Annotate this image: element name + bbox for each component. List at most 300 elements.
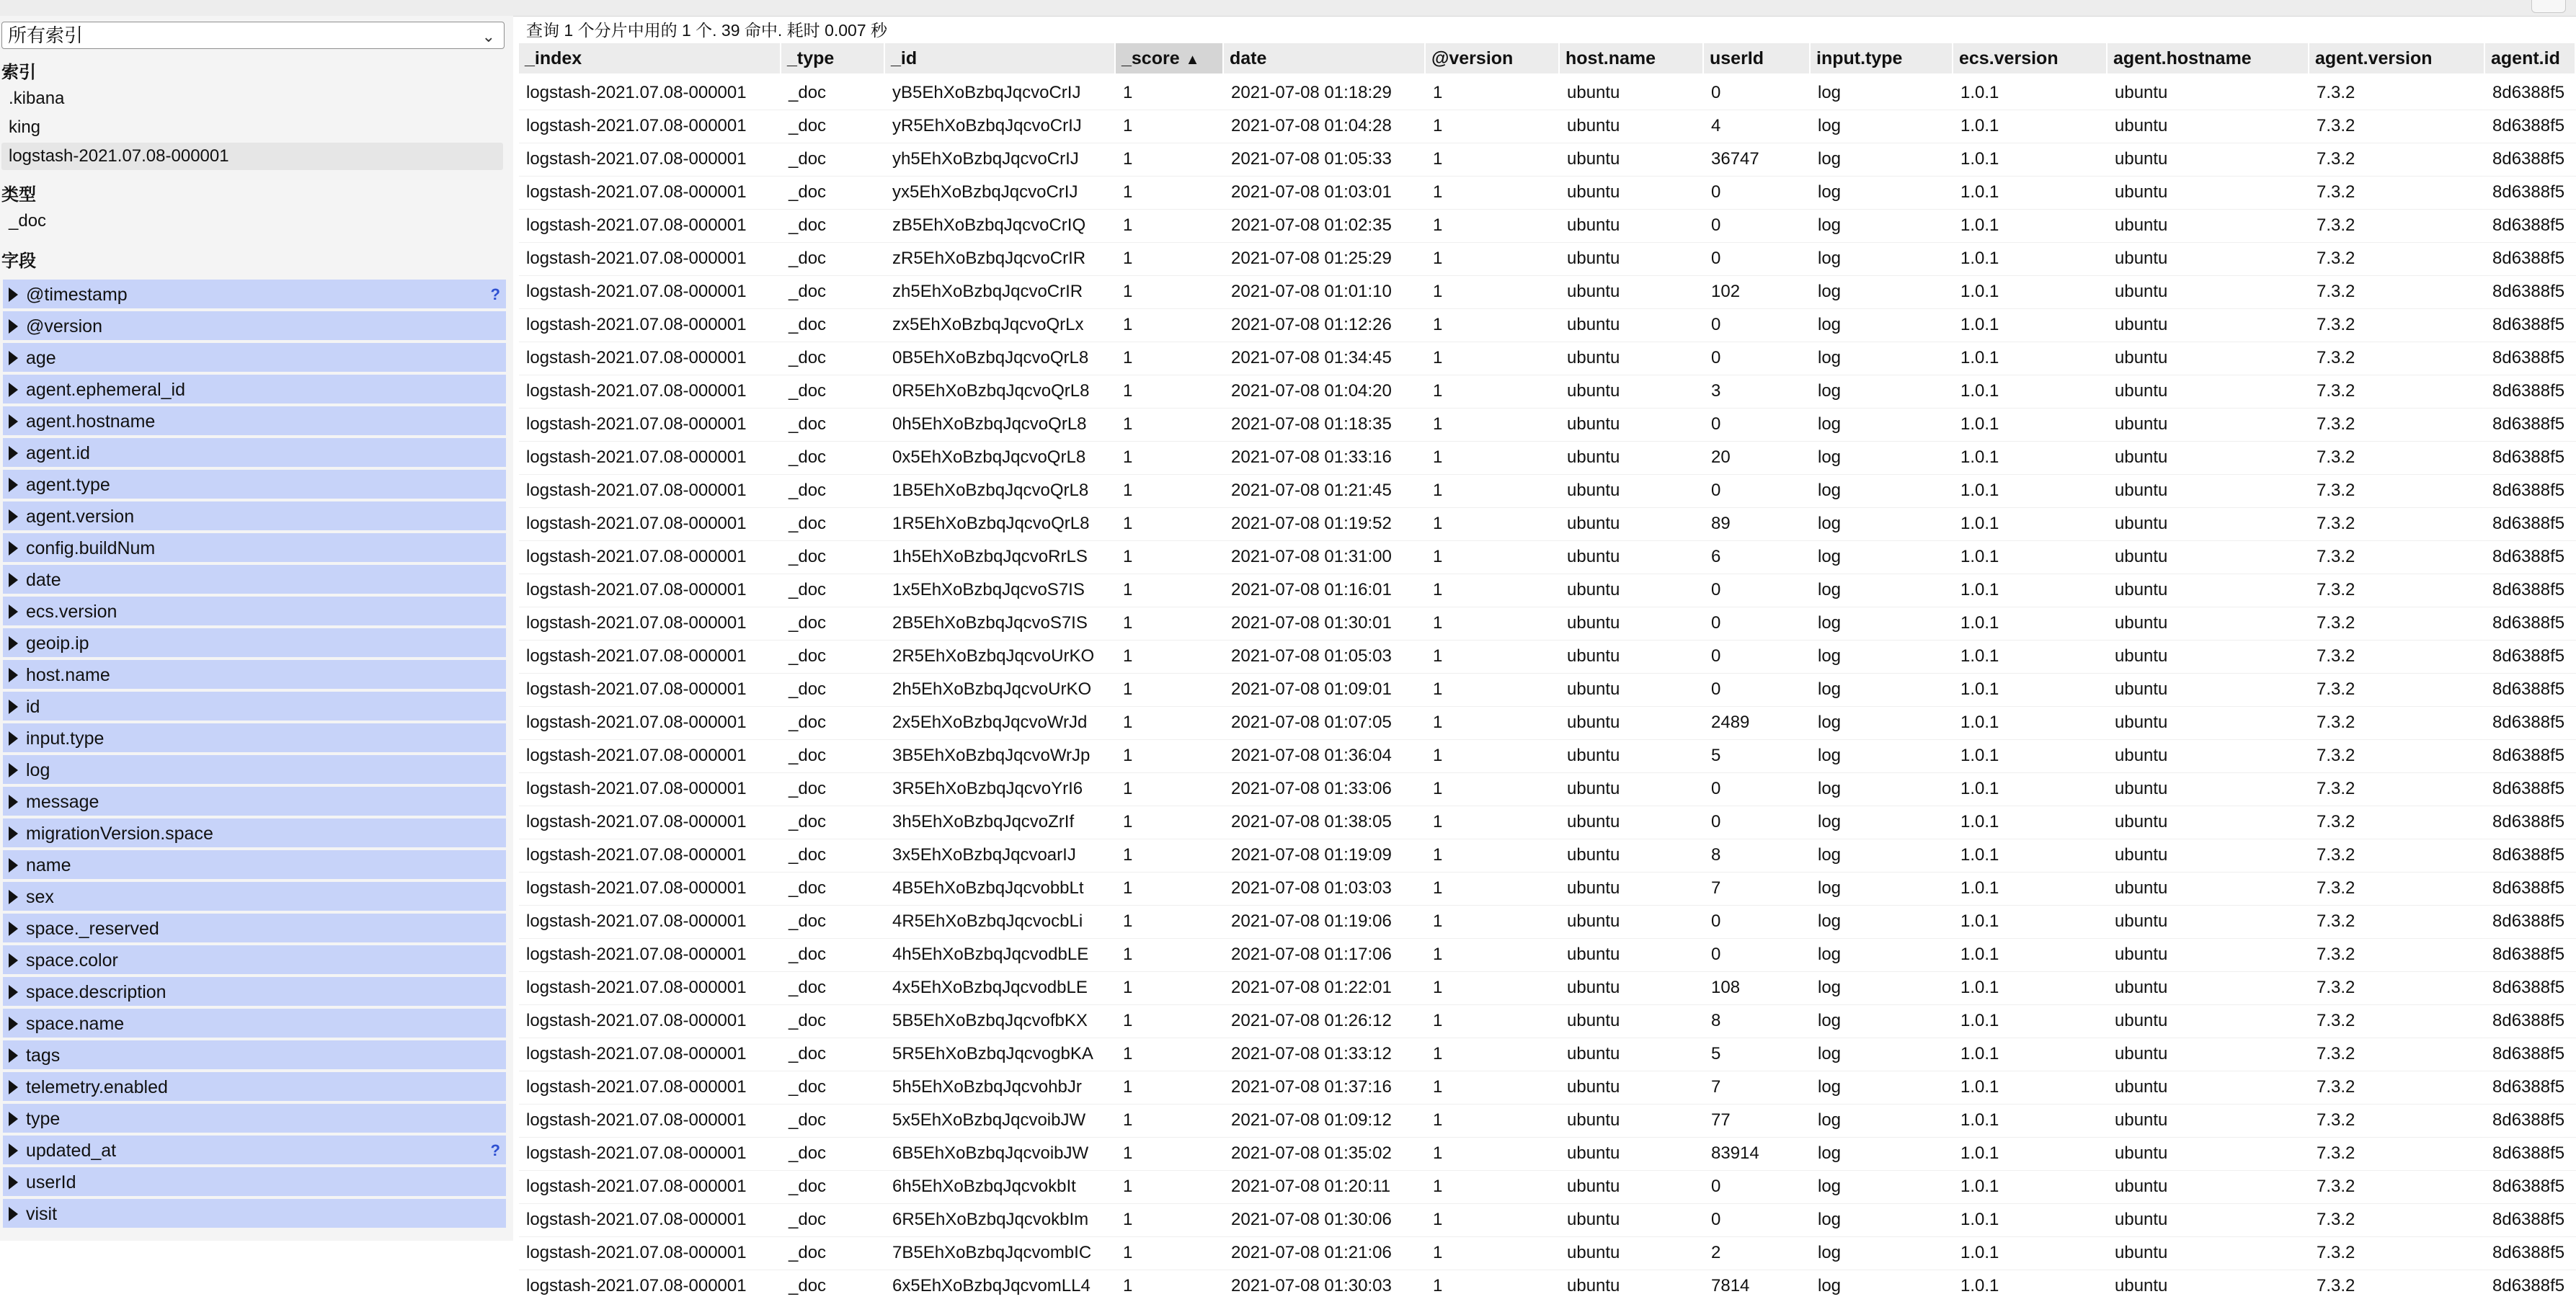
table-row[interactable] — [519, 739, 2576, 773]
table-row[interactable] — [519, 574, 2576, 607]
table-cell: 1 — [1433, 282, 1443, 301]
table-cell: 8d6388f5 — [2492, 547, 2565, 566]
table-cell: 0h5EhXoBzbqJqcvoQrL8 — [892, 414, 1087, 434]
table-cell: 1 — [1433, 182, 1443, 202]
index-item-logstash[interactable]: logstash-2021.07.08-000001 — [1, 143, 503, 170]
column-header[interactable] — [781, 43, 885, 73]
table-cell: 1 — [1433, 1011, 1443, 1030]
table-row[interactable] — [519, 441, 2576, 475]
table-cell: 1R5EhXoBzbqJqcvoQrL8 — [892, 514, 1090, 533]
table-row[interactable] — [519, 308, 2576, 342]
table-row[interactable] — [519, 640, 2576, 674]
table-cell: logstash-2021.07.08-000001 — [526, 646, 747, 666]
table-row[interactable] — [519, 673, 2576, 707]
table-cell: 1.0.1 — [1960, 812, 1999, 831]
field-item[interactable] — [3, 280, 506, 310]
field-item[interactable] — [3, 597, 506, 627]
expand-triangle-icon[interactable] — [9, 1080, 18, 1094]
table-cell: ubuntu — [2115, 1243, 2168, 1262]
field-label: ecs.version — [26, 602, 117, 622]
table-cell: ubuntu — [2115, 182, 2168, 202]
index-select[interactable] — [1, 22, 505, 49]
table-row[interactable] — [519, 1203, 2576, 1237]
table-cell: 1 — [1433, 1210, 1443, 1229]
field-item[interactable] — [3, 533, 506, 563]
table-cell: 1 — [1123, 282, 1133, 301]
table-cell: 1 — [1433, 779, 1443, 798]
table-row[interactable] — [519, 1004, 2576, 1038]
table-cell: logstash-2021.07.08-000001 — [526, 1110, 747, 1130]
table-cell: ubuntu — [2115, 978, 2168, 997]
field-item[interactable] — [3, 723, 506, 754]
table-row[interactable] — [519, 1104, 2576, 1138]
table-cell: ubuntu — [1567, 348, 1620, 367]
table-cell: ubuntu — [1567, 83, 1620, 102]
table-cell: logstash-2021.07.08-000001 — [526, 812, 747, 831]
table-row[interactable] — [519, 1236, 2576, 1270]
table-row[interactable] — [519, 242, 2576, 276]
field-item[interactable] — [3, 1072, 506, 1102]
expand-triangle-icon[interactable] — [9, 446, 18, 460]
column-header[interactable] — [519, 43, 781, 73]
table-cell: logstash-2021.07.08-000001 — [526, 481, 747, 500]
expand-triangle-icon[interactable] — [9, 731, 18, 746]
table-cell: 2021-07-08 01:22:01 — [1231, 978, 1392, 997]
expand-triangle-icon[interactable] — [9, 922, 18, 936]
table-cell: _doc — [789, 1210, 827, 1229]
table-cell: 7 — [1711, 1077, 1721, 1097]
table-cell: _doc — [789, 381, 827, 401]
table-cell: 7814 — [1711, 1276, 1750, 1295]
expand-triangle-icon[interactable] — [9, 1175, 18, 1190]
expand-triangle-icon[interactable] — [9, 1143, 18, 1158]
table-cell: log — [1818, 1177, 1842, 1196]
field-label: space.description — [26, 982, 166, 1002]
expand-triangle-icon[interactable] — [9, 985, 18, 999]
table-cell: 7.3.2 — [2317, 679, 2355, 699]
table-cell: 2021-07-08 01:30:01 — [1231, 613, 1392, 633]
field-item[interactable] — [3, 692, 506, 722]
table-row[interactable] — [519, 507, 2576, 541]
table-cell: _doc — [789, 646, 827, 666]
expand-triangle-icon[interactable] — [9, 1207, 18, 1221]
table-cell: 7.3.2 — [2317, 746, 2355, 765]
table-cell: _doc — [789, 978, 827, 997]
table-cell: 7.3.2 — [2317, 83, 2355, 102]
field-item[interactable] — [3, 882, 506, 912]
table-cell: 1 — [1123, 580, 1133, 599]
window-corner-button[interactable] — [2531, 0, 2566, 13]
field-label: space._reserved — [26, 919, 159, 939]
field-label: updated_at — [26, 1141, 117, 1161]
table-cell: logstash-2021.07.08-000001 — [526, 182, 747, 202]
table-cell: 1 — [1123, 1011, 1133, 1030]
column-header[interactable] — [885, 43, 1116, 73]
table-cell: logstash-2021.07.08-000001 — [526, 580, 747, 599]
column-header-label: date — [1230, 48, 1267, 68]
field-item[interactable] — [3, 787, 506, 817]
table-cell: 1.0.1 — [1960, 679, 1999, 699]
table-cell: 7.3.2 — [2317, 381, 2355, 401]
table-row[interactable] — [519, 209, 2576, 243]
table-cell: _doc — [789, 414, 827, 434]
table-cell: 1 — [1123, 348, 1133, 367]
column-header-label: agent.id — [2491, 48, 2560, 68]
table-cell: ubuntu — [1567, 514, 1620, 533]
field-item[interactable] — [3, 1167, 506, 1197]
column-header[interactable] — [1704, 43, 1811, 73]
table-cell: 0 — [1711, 1177, 1721, 1196]
table-cell: 2021-07-08 01:05:03 — [1231, 646, 1392, 666]
table-cell: 8d6388f5 — [2492, 945, 2565, 964]
table-cell: ubuntu — [2115, 1210, 2168, 1229]
index-item-kibana[interactable]: .kibana — [9, 89, 65, 108]
table-cell: 1.0.1 — [1960, 315, 1999, 334]
table-cell: ubuntu — [1567, 1044, 1620, 1063]
expand-triangle-icon[interactable] — [9, 636, 18, 651]
table-cell: 2021-07-08 01:34:45 — [1231, 348, 1392, 367]
column-header-label: agent.version — [2315, 48, 2433, 68]
expand-triangle-icon[interactable] — [9, 351, 18, 365]
column-header[interactable] — [1224, 43, 1426, 73]
table-cell: 1 — [1123, 1210, 1133, 1229]
table-cell: 1 — [1123, 116, 1133, 135]
table-cell: 102 — [1711, 282, 1741, 301]
table-cell: 1.0.1 — [1960, 514, 1999, 533]
table-cell: 1.0.1 — [1960, 447, 1999, 467]
table-cell: 7.3.2 — [2317, 911, 2355, 931]
table-cell: 2021-07-08 01:36:04 — [1231, 746, 1392, 765]
table-cell: 1 — [1433, 514, 1443, 533]
table-cell: 0 — [1711, 215, 1721, 235]
table-cell: 7.3.2 — [2317, 845, 2355, 865]
column-header[interactable] — [2108, 43, 2309, 73]
table-cell: 1 — [1433, 1077, 1443, 1097]
table-cell: log — [1818, 447, 1842, 467]
table-cell: 1 — [1123, 249, 1133, 268]
table-cell: 8d6388f5 — [2492, 580, 2565, 599]
table-cell: 7.3.2 — [2317, 149, 2355, 169]
field-item[interactable] — [3, 565, 506, 595]
table-row[interactable] — [519, 772, 2576, 806]
table-cell: 8d6388f5 — [2492, 182, 2565, 202]
column-header[interactable] — [2309, 43, 2485, 73]
table-row[interactable] — [519, 1137, 2576, 1171]
table-cell: _doc — [789, 282, 827, 301]
table-row[interactable] — [519, 971, 2576, 1005]
table-row[interactable] — [519, 408, 2576, 442]
table-cell: zx5EhXoBzbqJqcvoQrLx — [892, 315, 1084, 334]
table-row[interactable] — [519, 872, 2576, 906]
table-row[interactable] — [519, 905, 2576, 939]
field-item[interactable] — [3, 1136, 506, 1166]
field-item[interactable] — [3, 438, 506, 468]
expand-triangle-icon[interactable] — [9, 1112, 18, 1126]
table-cell: ubuntu — [1567, 1077, 1620, 1097]
table-cell: 2021-07-08 01:33:06 — [1231, 779, 1392, 798]
table-cell: 1 — [1433, 547, 1443, 566]
expand-triangle-icon[interactable] — [9, 1017, 18, 1031]
table-row[interactable] — [519, 76, 2576, 110]
table-cell: 7.3.2 — [2317, 779, 2355, 798]
table-cell: 20 — [1711, 447, 1731, 467]
table-cell: 8d6388f5 — [2492, 646, 2565, 666]
table-cell: 7.3.2 — [2317, 713, 2355, 732]
table-cell: 1 — [1433, 215, 1443, 235]
table-cell: ubuntu — [1567, 845, 1620, 865]
column-header[interactable] — [1116, 43, 1224, 73]
table-cell: log — [1818, 1243, 1842, 1262]
column-header[interactable] — [1953, 43, 2108, 73]
field-label: agent.type — [26, 475, 110, 495]
table-cell: ubuntu — [2115, 315, 2168, 334]
field-help-icon[interactable]: ? — [490, 285, 500, 303]
table-cell: 2021-07-08 01:19:52 — [1231, 514, 1392, 533]
column-header[interactable] — [2485, 43, 2576, 73]
table-cell: log — [1818, 1276, 1842, 1295]
expand-triangle-icon[interactable] — [9, 573, 18, 587]
table-cell: 1 — [1433, 1243, 1443, 1262]
table-cell: 0 — [1711, 945, 1721, 964]
table-cell: 1.0.1 — [1960, 116, 1999, 135]
table-row[interactable] — [519, 839, 2576, 873]
expand-triangle-icon[interactable] — [9, 700, 18, 714]
table-row[interactable] — [519, 540, 2576, 574]
table-cell: ubuntu — [2115, 812, 2168, 831]
expand-triangle-icon[interactable] — [9, 478, 18, 492]
table-cell: 8d6388f5 — [2492, 149, 2565, 169]
table-cell: 7.3.2 — [2317, 812, 2355, 831]
table-cell: 1 — [1433, 83, 1443, 102]
table-cell: ubuntu — [1567, 812, 1620, 831]
table-cell: 1.0.1 — [1960, 779, 1999, 798]
field-item[interactable] — [3, 945, 506, 976]
table-row[interactable] — [519, 1071, 2576, 1105]
table-cell: 1.0.1 — [1960, 249, 1999, 268]
table-cell: 1 — [1123, 514, 1133, 533]
table-cell: 7.3.2 — [2317, 315, 2355, 334]
table-cell: logstash-2021.07.08-000001 — [526, 116, 747, 135]
field-item[interactable] — [3, 850, 506, 880]
field-item[interactable] — [3, 755, 506, 785]
table-cell: yR5EhXoBzbqJqcvoCrIJ — [892, 116, 1082, 135]
table-cell: 7.3.2 — [2317, 1210, 2355, 1229]
table-cell: 1 — [1433, 878, 1443, 898]
expand-triangle-icon[interactable] — [9, 414, 18, 429]
table-cell: 1 — [1123, 812, 1133, 831]
table-cell: zh5EhXoBzbqJqcvoCrIR — [892, 282, 1083, 301]
field-item[interactable] — [3, 375, 506, 405]
table-cell: log — [1818, 481, 1842, 500]
table-row[interactable] — [519, 607, 2576, 641]
table-cell: 7.3.2 — [2317, 878, 2355, 898]
table-cell: logstash-2021.07.08-000001 — [526, 679, 747, 699]
field-help-icon[interactable]: ? — [490, 1141, 500, 1159]
field-item[interactable] — [3, 501, 506, 532]
table-cell: ubuntu — [1567, 182, 1620, 202]
type-item-doc[interactable]: _doc — [9, 211, 47, 231]
field-item[interactable] — [3, 311, 506, 342]
expand-triangle-icon[interactable] — [9, 858, 18, 873]
table-row[interactable] — [519, 176, 2576, 210]
table-row[interactable] — [519, 474, 2576, 508]
expand-triangle-icon[interactable] — [9, 668, 18, 682]
table-cell: 7.3.2 — [2317, 1276, 2355, 1295]
field-item[interactable] — [3, 406, 506, 437]
table-row[interactable] — [519, 706, 2576, 740]
table-cell: _doc — [789, 746, 827, 765]
expand-triangle-icon[interactable] — [9, 319, 18, 334]
expand-triangle-icon[interactable] — [9, 541, 18, 556]
table-cell: 1 — [1123, 381, 1133, 401]
table-cell: 8d6388f5 — [2492, 978, 2565, 997]
table-cell: 3B5EhXoBzbqJqcvoWrJp — [892, 746, 1091, 765]
table-cell: 1.0.1 — [1960, 1177, 1999, 1196]
table-cell: 1 — [1123, 779, 1133, 798]
expand-triangle-icon[interactable] — [9, 383, 18, 397]
table-cell: ubuntu — [1567, 878, 1620, 898]
field-label: space.name — [26, 1014, 125, 1034]
expand-triangle-icon[interactable] — [9, 1048, 18, 1063]
table-cell: 1.0.1 — [1960, 215, 1999, 235]
table-cell: ubuntu — [1567, 911, 1620, 931]
field-label: geoip.ip — [26, 633, 89, 654]
expand-triangle-icon[interactable] — [9, 826, 18, 841]
field-item[interactable] — [3, 977, 506, 1007]
chevron-down-icon: ⌄ — [481, 27, 495, 45]
table-row[interactable] — [519, 938, 2576, 972]
index-item-king[interactable]: king — [9, 117, 41, 137]
table-cell: 1.0.1 — [1960, 414, 1999, 434]
table-cell: logstash-2021.07.08-000001 — [526, 1011, 747, 1030]
table-cell: 2B5EhXoBzbqJqcvoS7IS — [892, 613, 1088, 633]
field-label: agent.version — [26, 507, 135, 527]
table-cell: _doc — [789, 83, 827, 102]
table-cell: 3 — [1711, 381, 1721, 401]
table-cell: log — [1818, 315, 1842, 334]
table-cell: 0 — [1711, 348, 1721, 367]
table-cell: 0 — [1711, 646, 1721, 666]
table-cell: 8d6388f5 — [2492, 613, 2565, 633]
table-cell: 1 — [1433, 481, 1443, 500]
table-cell: logstash-2021.07.08-000001 — [526, 249, 747, 268]
table-cell: 1.0.1 — [1960, 348, 1999, 367]
table-cell: ubuntu — [1567, 779, 1620, 798]
field-item[interactable] — [3, 1040, 506, 1071]
expand-triangle-icon[interactable] — [9, 509, 18, 524]
table-cell: 2021-07-08 01:01:10 — [1231, 282, 1392, 301]
table-row[interactable] — [519, 275, 2576, 309]
column-header-label: _type — [787, 48, 835, 68]
table-cell: 2 — [1711, 1243, 1721, 1262]
table-cell: 7.3.2 — [2317, 481, 2355, 500]
table-row[interactable] — [519, 110, 2576, 143]
field-item[interactable] — [3, 1199, 506, 1229]
table-row[interactable] — [519, 1038, 2576, 1071]
table-cell: ubuntu — [2115, 547, 2168, 566]
table-cell: 6x5EhXoBzbqJqcvomLL4 — [892, 1276, 1091, 1295]
table-cell: 8d6388f5 — [2492, 83, 2565, 102]
table-cell: 5B5EhXoBzbqJqcvofbKX — [892, 1011, 1088, 1030]
field-label: migrationVersion.space — [26, 824, 213, 844]
expand-triangle-icon[interactable] — [9, 953, 18, 968]
field-item[interactable] — [3, 1009, 506, 1039]
expand-triangle-icon[interactable] — [9, 795, 18, 809]
table-cell: 6R5EhXoBzbqJqcvokbIm — [892, 1210, 1089, 1229]
table-cell: 1 — [1123, 1243, 1133, 1262]
table-row[interactable] — [519, 143, 2576, 177]
table-row[interactable] — [519, 1270, 2576, 1301]
table-row[interactable] — [519, 375, 2576, 409]
field-item[interactable] — [3, 818, 506, 849]
column-header-label: _score — [1122, 48, 1180, 68]
field-item[interactable] — [3, 628, 506, 659]
table-cell: ubuntu — [2115, 779, 2168, 798]
table-cell: ubuntu — [2115, 1011, 2168, 1030]
table-cell: 0B5EhXoBzbqJqcvoQrL8 — [892, 348, 1089, 367]
table-cell: logstash-2021.07.08-000001 — [526, 1210, 747, 1229]
table-cell: 8d6388f5 — [2492, 348, 2565, 367]
field-label: name — [26, 855, 71, 875]
table-cell: ubuntu — [1567, 1276, 1620, 1295]
column-header[interactable] — [1811, 43, 1953, 73]
table-row[interactable] — [519, 342, 2576, 375]
table-row[interactable] — [519, 806, 2576, 839]
field-item[interactable] — [3, 914, 506, 944]
expand-triangle-icon[interactable] — [9, 287, 18, 302]
table-cell: ubuntu — [1567, 1210, 1620, 1229]
expand-triangle-icon[interactable] — [9, 605, 18, 619]
expand-triangle-icon[interactable] — [9, 763, 18, 777]
field-item[interactable] — [3, 470, 506, 500]
table-cell: 7 — [1711, 878, 1721, 898]
table-cell: logstash-2021.07.08-000001 — [526, 215, 747, 235]
table-cell: 2021-07-08 01:18:35 — [1231, 414, 1392, 434]
table-cell: 1.0.1 — [1960, 911, 1999, 931]
table-cell: log — [1818, 282, 1842, 301]
table-cell: log — [1818, 182, 1842, 202]
column-header[interactable] — [1426, 43, 1560, 73]
table-cell: 8d6388f5 — [2492, 1011, 2565, 1030]
table-cell: 1.0.1 — [1960, 613, 1999, 633]
table-cell: 0 — [1711, 83, 1721, 102]
table-row[interactable] — [519, 1170, 2576, 1204]
table-cell: _doc — [789, 1044, 827, 1063]
table-cell: ubuntu — [1567, 215, 1620, 235]
table-cell: 1.0.1 — [1960, 481, 1999, 500]
table-cell: 1 — [1123, 1077, 1133, 1097]
table-cell: 2021-07-08 01:16:01 — [1231, 580, 1392, 599]
table-cell: 7.3.2 — [2317, 514, 2355, 533]
field-label: message — [26, 792, 99, 812]
table-cell: 0 — [1711, 315, 1721, 334]
table-cell: ubuntu — [2115, 514, 2168, 533]
column-header[interactable] — [1560, 43, 1704, 73]
table-cell: logstash-2021.07.08-000001 — [526, 1243, 747, 1262]
table-cell: 2021-07-08 01:30:03 — [1231, 1276, 1392, 1295]
field-item[interactable] — [3, 343, 506, 373]
table-cell: 1.0.1 — [1960, 713, 1999, 732]
field-item[interactable] — [3, 1104, 506, 1134]
table-cell: 1 — [1123, 878, 1133, 898]
table-cell: 5h5EhXoBzbqJqcvohbJr — [892, 1077, 1082, 1097]
table-cell: 1h5EhXoBzbqJqcvoRrLS — [892, 547, 1088, 566]
field-item[interactable] — [3, 660, 506, 690]
expand-triangle-icon[interactable] — [9, 890, 18, 904]
table-cell: ubuntu — [1567, 679, 1620, 699]
table-cell: 8d6388f5 — [2492, 1110, 2565, 1130]
column-header-label: agent.hostname — [2113, 48, 2252, 68]
